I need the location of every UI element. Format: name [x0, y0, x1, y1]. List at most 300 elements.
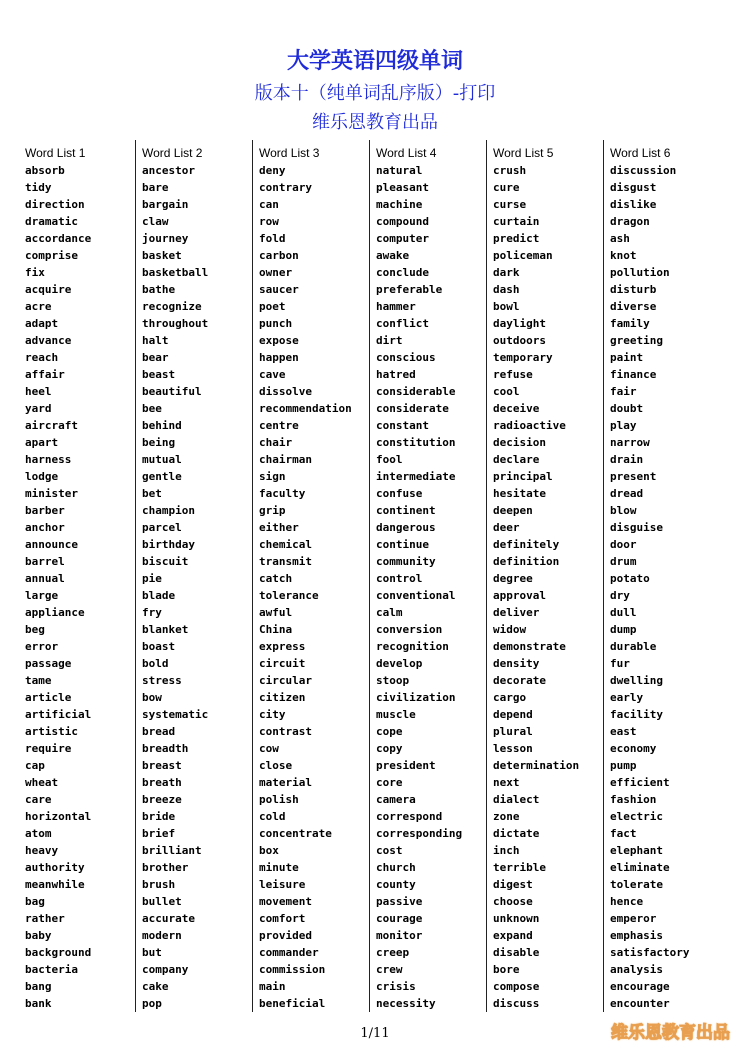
word-item: conflict: [376, 317, 429, 330]
word-list: [493, 163, 579, 1013]
word-item: leisure: [259, 878, 306, 891]
publisher-line: 维乐恩教育出品: [312, 112, 438, 133]
word-item: company: [142, 963, 189, 976]
word-list-column: [605, 140, 722, 1012]
word-item: chairman: [259, 453, 312, 466]
word-item: blanket: [142, 623, 189, 636]
word-item: bullet: [142, 895, 182, 908]
word-item: demonstrate: [493, 640, 566, 653]
word-item: crew: [376, 963, 403, 976]
word-item: analysis: [610, 963, 663, 976]
word-item: direction: [25, 198, 85, 211]
word-item: policeman: [493, 249, 553, 262]
word-item: bathe: [142, 283, 176, 296]
word-item: dramatic: [25, 215, 78, 228]
word-item: bear: [142, 351, 169, 364]
word-item: preferable: [376, 283, 443, 296]
word-item: error: [25, 640, 59, 653]
word-item: dump: [610, 623, 637, 636]
word-item: creep: [376, 946, 410, 959]
word-item: definition: [493, 555, 560, 568]
word-item: beast: [142, 368, 176, 381]
word-item: muscle: [376, 708, 416, 721]
word-item: compound: [376, 215, 429, 228]
word-item: considerable: [376, 385, 456, 398]
word-item: circuit: [259, 657, 306, 670]
word-item: background: [25, 946, 92, 959]
word-list: [142, 163, 208, 1013]
word-item: electric: [610, 810, 663, 823]
word-item: decision: [493, 436, 546, 449]
word-item: provided: [259, 929, 312, 942]
word-item: citizen: [259, 691, 306, 704]
word-item: cave: [259, 368, 286, 381]
word-item: disable: [493, 946, 540, 959]
word-item: accurate: [142, 912, 195, 925]
word-item: satisfactory: [610, 946, 690, 959]
word-item: monitor: [376, 929, 423, 942]
word-item: dash: [493, 283, 520, 296]
word-item: large: [25, 589, 59, 602]
word-item: acre: [25, 300, 52, 313]
word-item: deepen: [493, 504, 533, 517]
word-item: bang: [25, 980, 52, 993]
word-item: degree: [493, 572, 533, 585]
word-item: authority: [25, 861, 85, 874]
word-list-title: Word List 2: [142, 146, 203, 160]
word-item: approval: [493, 589, 546, 602]
word-item: close: [259, 759, 293, 772]
word-item: recommendation: [259, 402, 352, 415]
word-item: determination: [493, 759, 580, 772]
word-item: drum: [610, 555, 637, 568]
word-item: adapt: [25, 317, 59, 330]
word-item: cold: [259, 810, 286, 823]
word-item: barber: [25, 504, 65, 517]
word-item: core: [376, 776, 403, 789]
word-item: systematic: [142, 708, 209, 721]
word-item: dry: [610, 589, 630, 602]
word-item: journey: [142, 232, 189, 245]
word-item: plural: [493, 725, 533, 738]
word-item: heavy: [25, 844, 59, 857]
word-list-columns: [20, 140, 728, 1012]
word-item: box: [259, 844, 279, 857]
word-item: dread: [610, 487, 644, 500]
word-item: disguise: [610, 521, 663, 534]
word-item: church: [376, 861, 416, 874]
word-item: recognize: [142, 300, 202, 313]
word-item: fact: [610, 827, 637, 840]
word-item: cool: [493, 385, 520, 398]
word-item: greeting: [610, 334, 663, 347]
word-item: accordance: [25, 232, 92, 245]
word-item: blow: [610, 504, 637, 517]
word-item: discussion: [610, 164, 677, 177]
word-item: emperor: [610, 912, 657, 925]
word-item: crisis: [376, 980, 416, 993]
word-item: curse: [493, 198, 527, 211]
word-item: cap: [25, 759, 45, 772]
word-item: beautiful: [142, 385, 202, 398]
word-item: bold: [142, 657, 169, 670]
word-item: sign: [259, 470, 286, 483]
word-item: China: [259, 623, 293, 636]
word-item: grip: [259, 504, 286, 517]
word-item: early: [610, 691, 644, 704]
word-item: modern: [142, 929, 182, 942]
word-item: density: [493, 657, 540, 670]
word-item: doubt: [610, 402, 644, 415]
word-item: saucer: [259, 283, 299, 296]
word-item: fix: [25, 266, 45, 279]
column-divider: [135, 140, 136, 1012]
word-item: efficient: [610, 776, 670, 789]
word-item: pie: [142, 572, 162, 585]
word-item: fur: [610, 657, 630, 670]
word-item: transmit: [259, 555, 312, 568]
word-item: intermediate: [376, 470, 456, 483]
word-item: behind: [142, 419, 182, 432]
word-item: but: [142, 946, 162, 959]
word-item: halt: [142, 334, 169, 347]
word-item: can: [259, 198, 279, 211]
word-item: fold: [259, 232, 286, 245]
word-item: pollution: [610, 266, 670, 279]
word-item: emphasis: [610, 929, 663, 942]
word-item: finance: [610, 368, 657, 381]
word-item: baby: [25, 929, 52, 942]
word-item: passage: [25, 657, 72, 670]
word-item: stress: [142, 674, 182, 687]
word-item: decorate: [493, 674, 546, 687]
word-item: dragon: [610, 215, 650, 228]
word-item: cure: [493, 181, 520, 194]
word-item: drain: [610, 453, 644, 466]
word-item: catch: [259, 572, 293, 585]
word-item: cost: [376, 844, 403, 857]
word-item: awake: [376, 249, 410, 262]
word-item: continent: [376, 504, 436, 517]
word-item: develop: [376, 657, 423, 670]
word-item: breast: [142, 759, 182, 772]
word-item: bargain: [142, 198, 189, 211]
word-item: dull: [610, 606, 637, 619]
word-item: hammer: [376, 300, 416, 313]
word-item: commander: [259, 946, 319, 959]
word-item: copy: [376, 742, 403, 755]
word-item: potato: [610, 572, 650, 585]
word-item: principal: [493, 470, 553, 483]
word-item: polish: [259, 793, 299, 806]
word-item: tidy: [25, 181, 52, 194]
word-list-column: [137, 140, 254, 1012]
word-item: dirt: [376, 334, 403, 347]
word-item: dictate: [493, 827, 540, 840]
word-item: brush: [142, 878, 176, 891]
word-item: hence: [610, 895, 644, 908]
word-item: calm: [376, 606, 403, 619]
word-item: cargo: [493, 691, 527, 704]
word-item: confuse: [376, 487, 423, 500]
word-item: president: [376, 759, 436, 772]
word-item: carbon: [259, 249, 299, 262]
word-item: blade: [142, 589, 176, 602]
word-item: disgust: [610, 181, 657, 194]
word-item: beneficial: [259, 997, 326, 1010]
word-item: fashion: [610, 793, 657, 806]
word-item: affair: [25, 368, 65, 381]
word-item: encourage: [610, 980, 670, 993]
word-list: [259, 163, 352, 1013]
word-item: bread: [142, 725, 176, 738]
word-item: elephant: [610, 844, 663, 857]
word-item: ancestor: [142, 164, 195, 177]
word-list-column: [20, 140, 137, 1012]
word-item: present: [610, 470, 657, 483]
word-item: advance: [25, 334, 72, 347]
word-item: diverse: [610, 300, 657, 313]
word-item: courage: [376, 912, 423, 925]
word-list: [376, 163, 462, 1013]
word-item: dark: [493, 266, 520, 279]
word-list-column: [254, 140, 371, 1012]
word-item: parcel: [142, 521, 182, 534]
word-item: city: [259, 708, 286, 721]
word-item: paint: [610, 351, 644, 364]
word-item: corresponding: [376, 827, 463, 840]
word-item: aircraft: [25, 419, 78, 432]
word-item: brilliant: [142, 844, 202, 857]
word-item: crush: [493, 164, 527, 177]
word-item: lodge: [25, 470, 59, 483]
word-item: owner: [259, 266, 293, 279]
word-item: breadth: [142, 742, 189, 755]
column-divider: [486, 140, 487, 1012]
word-item: minister: [25, 487, 78, 500]
word-item: inch: [493, 844, 520, 857]
word-item: digest: [493, 878, 533, 891]
word-item: correspond: [376, 810, 443, 823]
word-item: biscuit: [142, 555, 189, 568]
word-list-title: Word List 6: [610, 146, 671, 160]
word-item: zone: [493, 810, 520, 823]
word-item: narrow: [610, 436, 650, 449]
word-item: family: [610, 317, 650, 330]
word-item: tame: [25, 674, 52, 687]
word-item: constant: [376, 419, 429, 432]
word-item: centre: [259, 419, 299, 432]
word-item: control: [376, 572, 423, 585]
word-item: claw: [142, 215, 169, 228]
word-item: durable: [610, 640, 657, 653]
document-title: 大学英语四级单词: [286, 49, 463, 74]
word-item: horizontal: [25, 810, 92, 823]
word-item: considerate: [376, 402, 449, 415]
word-item: fry: [142, 606, 162, 619]
word-item: require: [25, 742, 72, 755]
word-item: beg: [25, 623, 45, 636]
word-item: definitely: [493, 538, 560, 551]
word-item: cope: [376, 725, 403, 738]
word-item: dislike: [610, 198, 657, 211]
word-item: dwelling: [610, 674, 663, 687]
word-item: east: [610, 725, 637, 738]
word-item: bride: [142, 810, 176, 823]
word-item: bow: [142, 691, 162, 704]
word-item: next: [493, 776, 520, 789]
word-item: anchor: [25, 521, 65, 534]
word-item: absorb: [25, 164, 65, 177]
word-item: natural: [376, 164, 423, 177]
word-item: concentrate: [259, 827, 332, 840]
word-item: community: [376, 555, 436, 568]
document-subtitle: 版本十（纯单词乱序版）-打印: [254, 83, 496, 104]
word-item: play: [610, 419, 637, 432]
word-item: pleasant: [376, 181, 429, 194]
word-item: stoop: [376, 674, 410, 687]
word-item: main: [259, 980, 286, 993]
word-item: poet: [259, 300, 286, 313]
word-item: breeze: [142, 793, 182, 806]
word-item: contrast: [259, 725, 312, 738]
column-divider: [603, 140, 604, 1012]
watermark-logo: 维乐恩教育出品: [611, 1023, 730, 1043]
word-item: acquire: [25, 283, 72, 296]
word-item: bank: [25, 997, 52, 1010]
word-item: barrel: [25, 555, 65, 568]
word-item: faculty: [259, 487, 306, 500]
word-item: conscious: [376, 351, 436, 364]
word-item: discuss: [493, 997, 540, 1010]
word-item: civilization: [376, 691, 456, 704]
word-item: constitution: [376, 436, 456, 449]
word-item: punch: [259, 317, 293, 330]
word-item: ash: [610, 232, 630, 245]
word-item: bag: [25, 895, 45, 908]
word-item: economy: [610, 742, 657, 755]
word-item: dangerous: [376, 521, 436, 534]
word-item: expose: [259, 334, 299, 347]
column-divider: [369, 140, 370, 1012]
word-item: reach: [25, 351, 59, 364]
word-item: either: [259, 521, 299, 534]
word-item: curtain: [493, 215, 540, 228]
word-item: compose: [493, 980, 540, 993]
word-item: tolerance: [259, 589, 319, 602]
word-item: bore: [493, 963, 520, 976]
word-item: brother: [142, 861, 189, 874]
word-item: pump: [610, 759, 637, 772]
word-list-column: [488, 140, 605, 1012]
word-item: deny: [259, 164, 286, 177]
word-item: bare: [142, 181, 169, 194]
word-item: continue: [376, 538, 429, 551]
word-item: awful: [259, 606, 293, 619]
word-item: recognition: [376, 640, 449, 653]
word-item: care: [25, 793, 52, 806]
word-item: mutual: [142, 453, 182, 466]
word-item: refuse: [493, 368, 533, 381]
word-list-title: Word List 4: [376, 146, 437, 160]
word-item: champion: [142, 504, 195, 517]
word-item: knot: [610, 249, 637, 262]
word-item: cow: [259, 742, 279, 755]
word-item: express: [259, 640, 306, 653]
word-item: deceive: [493, 402, 540, 415]
word-item: artistic: [25, 725, 78, 738]
word-item: chemical: [259, 538, 312, 551]
word-item: deliver: [493, 606, 540, 619]
word-item: eliminate: [610, 861, 670, 874]
word-item: appliance: [25, 606, 85, 619]
word-item: throughout: [142, 317, 209, 330]
word-item: pop: [142, 997, 162, 1010]
word-item: door: [610, 538, 637, 551]
word-item: outdoors: [493, 334, 546, 347]
word-item: lesson: [493, 742, 533, 755]
word-item: meanwhile: [25, 878, 85, 891]
word-item: predict: [493, 232, 540, 245]
word-item: happen: [259, 351, 299, 364]
word-item: widow: [493, 623, 527, 636]
word-item: tolerate: [610, 878, 663, 891]
word-item: county: [376, 878, 416, 891]
word-item: choose: [493, 895, 533, 908]
word-item: declare: [493, 453, 540, 466]
word-item: computer: [376, 232, 429, 245]
word-item: harness: [25, 453, 72, 466]
word-item: apart: [25, 436, 59, 449]
word-list-title: Word List 5: [493, 146, 554, 160]
word-item: comprise: [25, 249, 78, 262]
word-item: conversion: [376, 623, 443, 636]
word-item: birthday: [142, 538, 195, 551]
word-item: temporary: [493, 351, 553, 364]
word-item: artificial: [25, 708, 92, 721]
word-item: gentle: [142, 470, 182, 483]
word-item: terrible: [493, 861, 546, 874]
word-item: passive: [376, 895, 423, 908]
word-item: fool: [376, 453, 403, 466]
word-item: chair: [259, 436, 293, 449]
word-item: cake: [142, 980, 169, 993]
word-item: being: [142, 436, 176, 449]
word-item: row: [259, 215, 279, 228]
word-item: boast: [142, 640, 176, 653]
word-item: minute: [259, 861, 299, 874]
column-divider: [252, 140, 253, 1012]
word-item: atom: [25, 827, 52, 840]
word-item: disturb: [610, 283, 657, 296]
word-item: fair: [610, 385, 637, 398]
word-item: rather: [25, 912, 65, 925]
word-item: movement: [259, 895, 312, 908]
page-number: 1/11: [360, 1026, 390, 1041]
word-item: comfort: [259, 912, 306, 925]
word-item: article: [25, 691, 72, 704]
word-item: conventional: [376, 589, 456, 602]
word-item: deer: [493, 521, 520, 534]
word-item: heel: [25, 385, 52, 398]
word-item: machine: [376, 198, 423, 211]
word-list-column: [371, 140, 488, 1012]
word-item: hatred: [376, 368, 416, 381]
word-item: commission: [259, 963, 326, 976]
word-item: unknown: [493, 912, 540, 925]
word-item: wheat: [25, 776, 59, 789]
word-item: annual: [25, 572, 65, 585]
